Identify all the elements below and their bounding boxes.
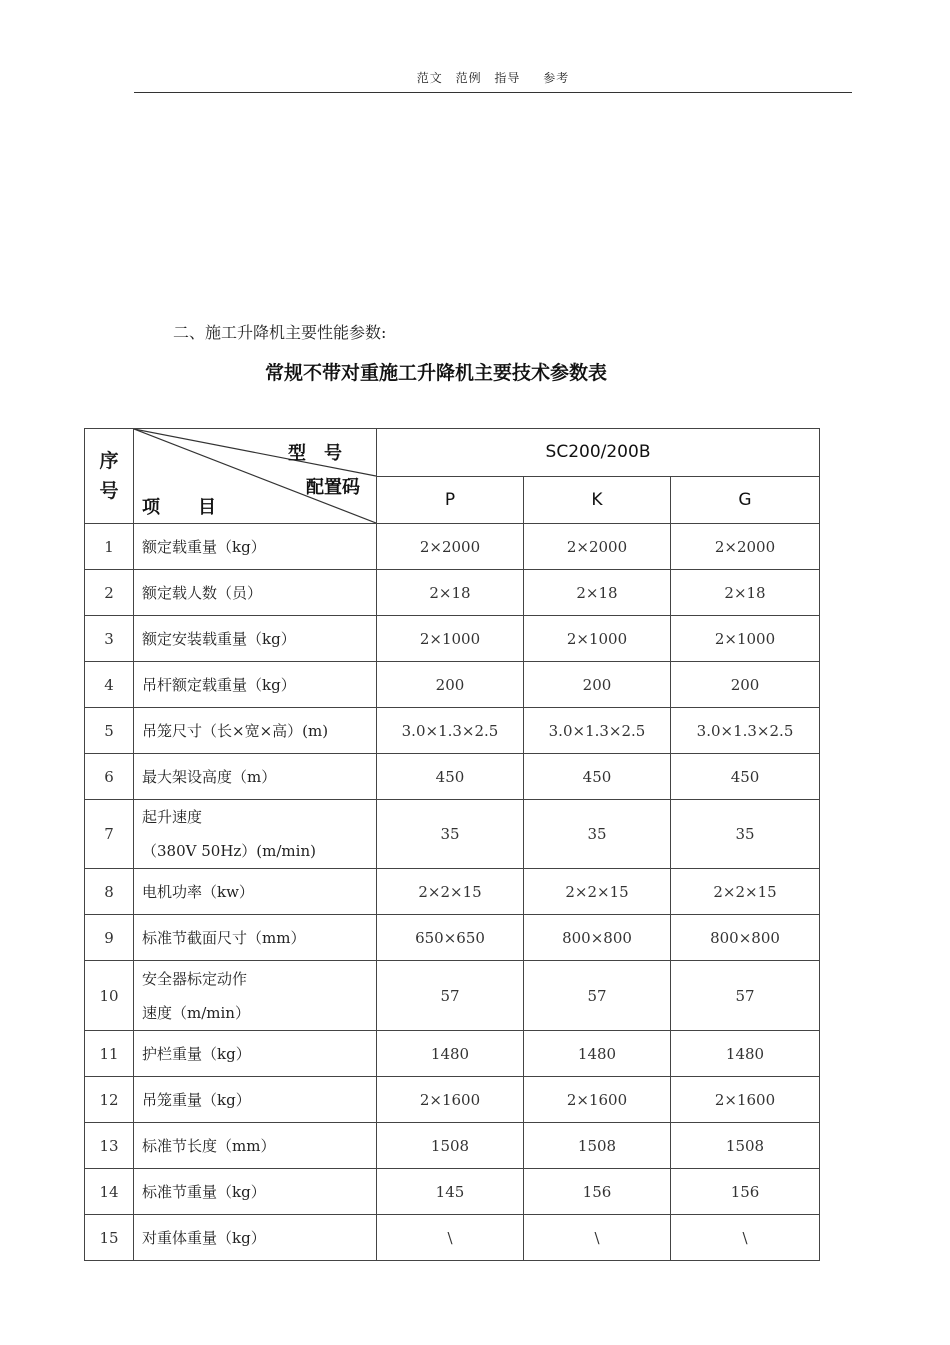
row-value: 2×18 [377,570,524,616]
row-item [134,1031,377,1077]
row-item-text: 电机功率（kw） [142,883,254,901]
table-row [85,1077,820,1123]
row-item [134,1215,377,1261]
table-row [85,915,820,961]
row-item-text: 额定安装载重量（kg） [142,630,296,648]
row-item-text: 吊杆额定载重量（kg） [142,676,296,694]
row-value: 2×1000 [524,616,671,662]
row-value: 1508 [377,1123,524,1169]
row-value: 2×2000 [524,524,671,570]
model-cell: SC200/200B [377,429,820,477]
page-header [134,68,852,93]
row-number: 15 [85,1215,134,1261]
table-row [85,708,820,754]
row-item-text: 吊笼尺寸（长×宽×高）(m) [142,722,329,740]
row-value: 2×18 [671,570,820,616]
row-number: 6 [85,754,134,800]
row-item-text: 起升速度 [142,808,203,826]
row-item [134,1123,377,1169]
row-value: 450 [524,754,671,800]
row-value: 35 [524,800,671,869]
table-row [85,869,820,915]
row-value: \ [671,1215,820,1261]
row-number: 10 [85,961,134,1031]
config-cell-k: K [524,476,671,524]
row-value: \ [377,1215,524,1261]
row-value: 800×800 [524,915,671,961]
config-cell-p: P [377,476,524,524]
row-value: 650×650 [377,915,524,961]
row-item-text: 速度（m/min） [142,1003,250,1022]
row-number: 9 [85,915,134,961]
row-value: 3.0×1.3×2.5 [671,708,820,754]
row-value: 450 [377,754,524,800]
col-no-header-char: 号 [99,480,119,502]
row-item [134,524,377,570]
row-item [134,570,377,616]
row-value: 2×2000 [671,524,820,570]
row-number: 3 [85,616,134,662]
table-row [85,616,820,662]
config-code-label: 配置码 [306,477,360,498]
table-row [85,961,820,1031]
config-cell-g: G [671,476,820,524]
row-value: 2×2000 [377,524,524,570]
row-item [134,1169,377,1215]
row-number: 5 [85,708,134,754]
section-heading: 二、施工升降机主要性能参数: [173,323,387,342]
row-item-text: （380V 50Hz）(m/min) [142,842,316,860]
spec-table [84,428,820,1261]
header-word: 范文 [416,71,443,85]
table-row [85,570,820,616]
row-value: 1508 [671,1123,820,1169]
row-item-text: 护栏重量（kg） [142,1045,251,1063]
col-no-header [85,429,134,524]
row-item-text: 标准节重量（kg） [142,1183,266,1201]
row-value: 2×2×15 [524,869,671,915]
row-item-text: 安全器标定动作 [142,969,248,988]
row-value: 200 [671,662,820,708]
row-value: 2×1600 [671,1077,820,1123]
row-number: 13 [85,1123,134,1169]
row-value: 200 [377,662,524,708]
table-row [85,1031,820,1077]
row-value: 1480 [671,1031,820,1077]
row-number: 14 [85,1169,134,1215]
row-number: 12 [85,1077,134,1123]
table-row [85,1123,820,1169]
row-item [134,662,377,708]
row-value: 1480 [377,1031,524,1077]
row-value: 200 [524,662,671,708]
row-item [134,616,377,662]
header-word: 范例 [455,71,482,85]
row-value: 145 [377,1169,524,1215]
table-row [85,800,820,869]
table-row [85,1169,820,1215]
row-item-text: 标准节截面尺寸（mm） [142,929,306,947]
row-value: 1480 [524,1031,671,1077]
row-value: 2×1600 [377,1077,524,1123]
row-item [134,800,377,869]
row-value: 57 [377,961,524,1031]
row-value: 2×1000 [377,616,524,662]
row-item-text: 标准节长度（mm） [142,1137,276,1155]
row-value: 57 [524,961,671,1031]
row-item-text: 对重体重量（kg） [142,1229,266,1247]
row-number: 1 [85,524,134,570]
row-item [134,961,377,1031]
row-value: 2×1600 [524,1077,671,1123]
diagonal-header-cell [134,429,377,524]
row-item [134,869,377,915]
row-number: 7 [85,800,134,869]
row-number: 11 [85,1031,134,1077]
row-value: 800×800 [671,915,820,961]
row-value: 2×2×15 [377,869,524,915]
row-value: 2×1000 [671,616,820,662]
col-no-header-char: 序 [99,450,119,472]
table-title: 常规不带对重施工升降机主要技术参数表 [264,362,607,384]
row-item [134,708,377,754]
row-item-text: 吊笼重量（kg） [142,1091,251,1109]
model-label: 型号 [288,443,360,464]
item-label: 项目 [142,497,254,518]
row-number: 8 [85,869,134,915]
row-item [134,915,377,961]
row-value: 3.0×1.3×2.5 [377,708,524,754]
row-value: 2×2×15 [671,869,820,915]
row-value: \ [524,1215,671,1261]
row-item-text: 额定载重量（kg） [142,538,266,556]
table-row [85,662,820,708]
table-row [85,754,820,800]
row-value: 156 [671,1169,820,1215]
row-value: 450 [671,754,820,800]
row-value: 35 [671,800,820,869]
row-number: 4 [85,662,134,708]
row-item-text: 最大架设高度（m） [142,768,277,786]
row-value: 156 [524,1169,671,1215]
header-word: 指导 [494,71,521,85]
header-word: 参考 [543,71,570,85]
table-row [85,524,820,570]
row-value: 35 [377,800,524,869]
row-item [134,754,377,800]
row-item [134,1077,377,1123]
row-value: 3.0×1.3×2.5 [524,708,671,754]
row-number: 2 [85,570,134,616]
row-value: 2×18 [524,570,671,616]
row-value: 1508 [524,1123,671,1169]
row-item-text: 额定载人数（员） [142,584,263,602]
table-row [85,1215,820,1261]
row-value: 57 [671,961,820,1031]
